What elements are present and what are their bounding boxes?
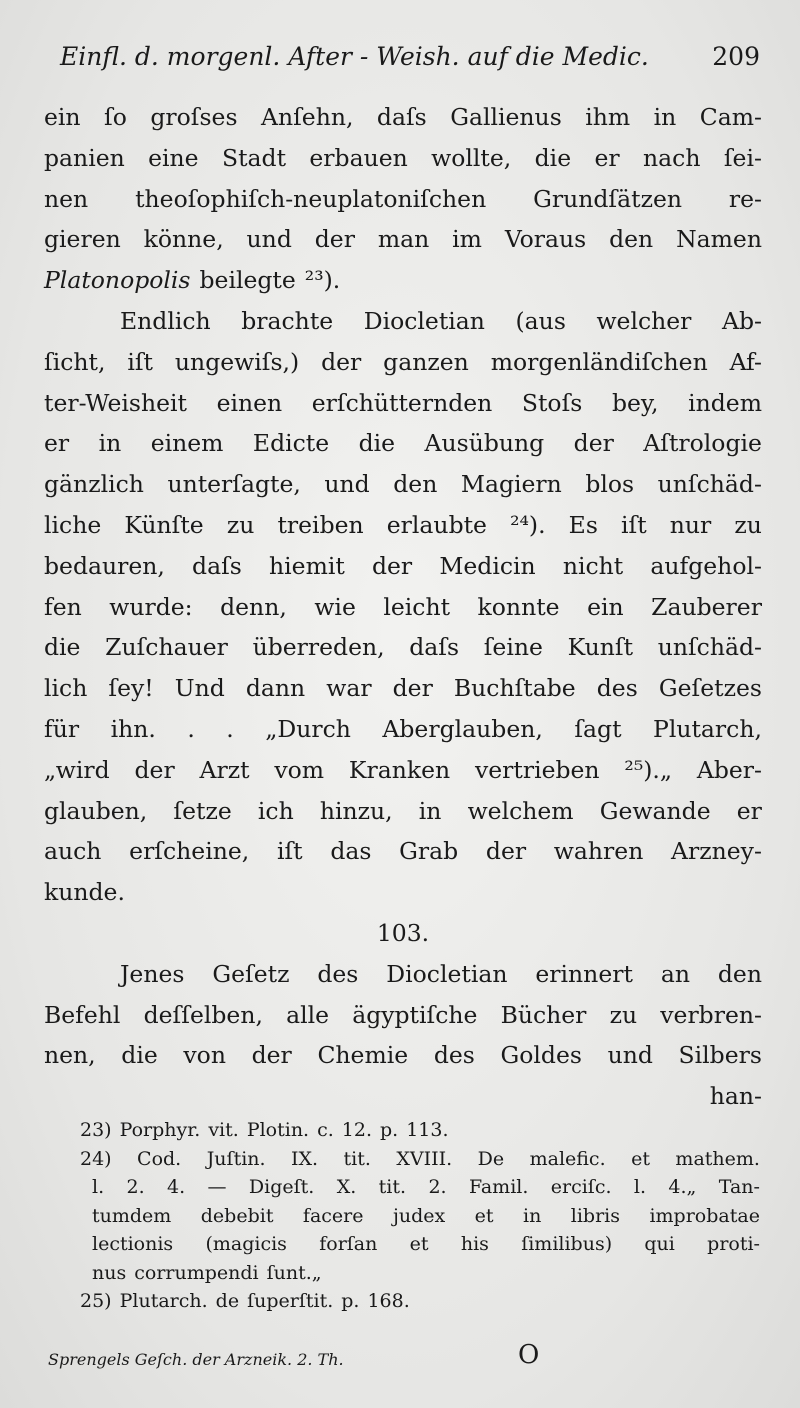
text-line-20: kunde. <box>44 878 125 907</box>
text-line-15: lich ſey! Und dann war der Buchſtabe des Geſetzes <box>44 674 762 703</box>
text-line-16: für ihn. . . „Durch Aberglauben, ſagt Plutarch, <box>44 714 762 743</box>
text-line-12: bedauren, daſs hiemit der Medicin nicht aufgehol- <box>44 551 762 580</box>
text-line-9: er in einem Edicte die Ausübung der Aſtrologie <box>44 429 762 458</box>
text-line-5: Platonopolis beilegte ²³). <box>44 266 341 295</box>
running-title: Einfl. d. morgenl. After - Weish. auf die Medic. <box>60 42 649 71</box>
text-line-24: nen, die von der Chemie des Goldes und Silbers <box>44 1041 762 1070</box>
footnote-line-1: 23) Porphyr. vit. Plotin. c. 12. p. 113. <box>80 1119 449 1141</box>
footnote-line-7: 25) Plutarch. de ſuperſtit. p. 168. <box>80 1290 410 1312</box>
signature-mark: O <box>518 1340 540 1370</box>
text-line-1: ein ſo groſses Anſehn, daſs Gallienus ihm in Cam- <box>44 103 762 131</box>
footnote-line-5: lectionis (magicis forſan et his ſimilibus) qui proti- <box>92 1233 760 1255</box>
text-line-7: ſicht, iſt ungewiſs,) der ganzen morgenländiſchen Af- <box>44 347 762 376</box>
text-line-25: han- <box>709 1082 762 1111</box>
text-line-10: gänzlich unterſagte, und den Magiern blos unſchäd- <box>44 470 762 499</box>
footnote-line-2: 24) Cod. Juſtin. IX. tit. XVIII. De malefic. et mathem. <box>80 1147 760 1170</box>
text-line-18: glauben, ſetze ich hinzu, in welchem Gewande er <box>44 796 762 825</box>
text-line-3: nen theoſophiſch-neuplatoniſchen Grundſätzen re- <box>44 184 762 213</box>
text-line-11: liche Künſte zu treiben erlaubte ²⁴). Es iſt nur zu <box>44 510 762 539</box>
text-line-8: ter-Weisheit einen erſchütternden Stoſs bey, indem <box>44 388 762 417</box>
text-line-17: „wird der Arzt vom Kranken vertrieben ²⁵).„ Aber- <box>44 755 762 784</box>
text-line-19: auch erſcheine, iſt das Grab der wahren Arzney- <box>44 837 762 866</box>
main-text <box>44 97 762 1117</box>
page-number: 209 <box>712 42 760 71</box>
footnote-line-4: tumdem debebit facere judex et in libris improbatae <box>92 1204 760 1227</box>
footnote-line-3: l. 2. 4. — Digeſt. X. tit. 2. Famil. erciſc. l. 4.„ Tan- <box>92 1176 760 1198</box>
text-line-23: Befehl deſſelben, alle ägyptiſche Bücher zu verbren- <box>44 1000 762 1029</box>
text-line-6: Endlich brachte Diocletian (aus welcher Ab- <box>120 306 762 335</box>
text-line-13: fen wurde: denn, wie leicht konnte ein Zauberer <box>44 592 762 621</box>
footnotes <box>80 1116 760 1316</box>
footnote-line-6: nus corrumpendi ſunt.„ <box>92 1261 322 1284</box>
text-line-4: gieren könne, und der man im Voraus den Namen <box>44 225 762 254</box>
text-line-2: panien eine Stadt erbauen wollte, die er nach ſei- <box>44 143 762 172</box>
printer-signature: Sprengels Geſch. der Arzneik. 2. Th. <box>48 1350 344 1369</box>
text-line-22: Jenes Geſetz des Diocletian erinnert an den <box>120 959 762 988</box>
running-header <box>60 42 760 82</box>
text-line-14: die Zuſchauer überreden, daſs ſeine Kunſt unſchäd- <box>44 633 762 662</box>
text-line-21: 103. <box>376 918 430 947</box>
